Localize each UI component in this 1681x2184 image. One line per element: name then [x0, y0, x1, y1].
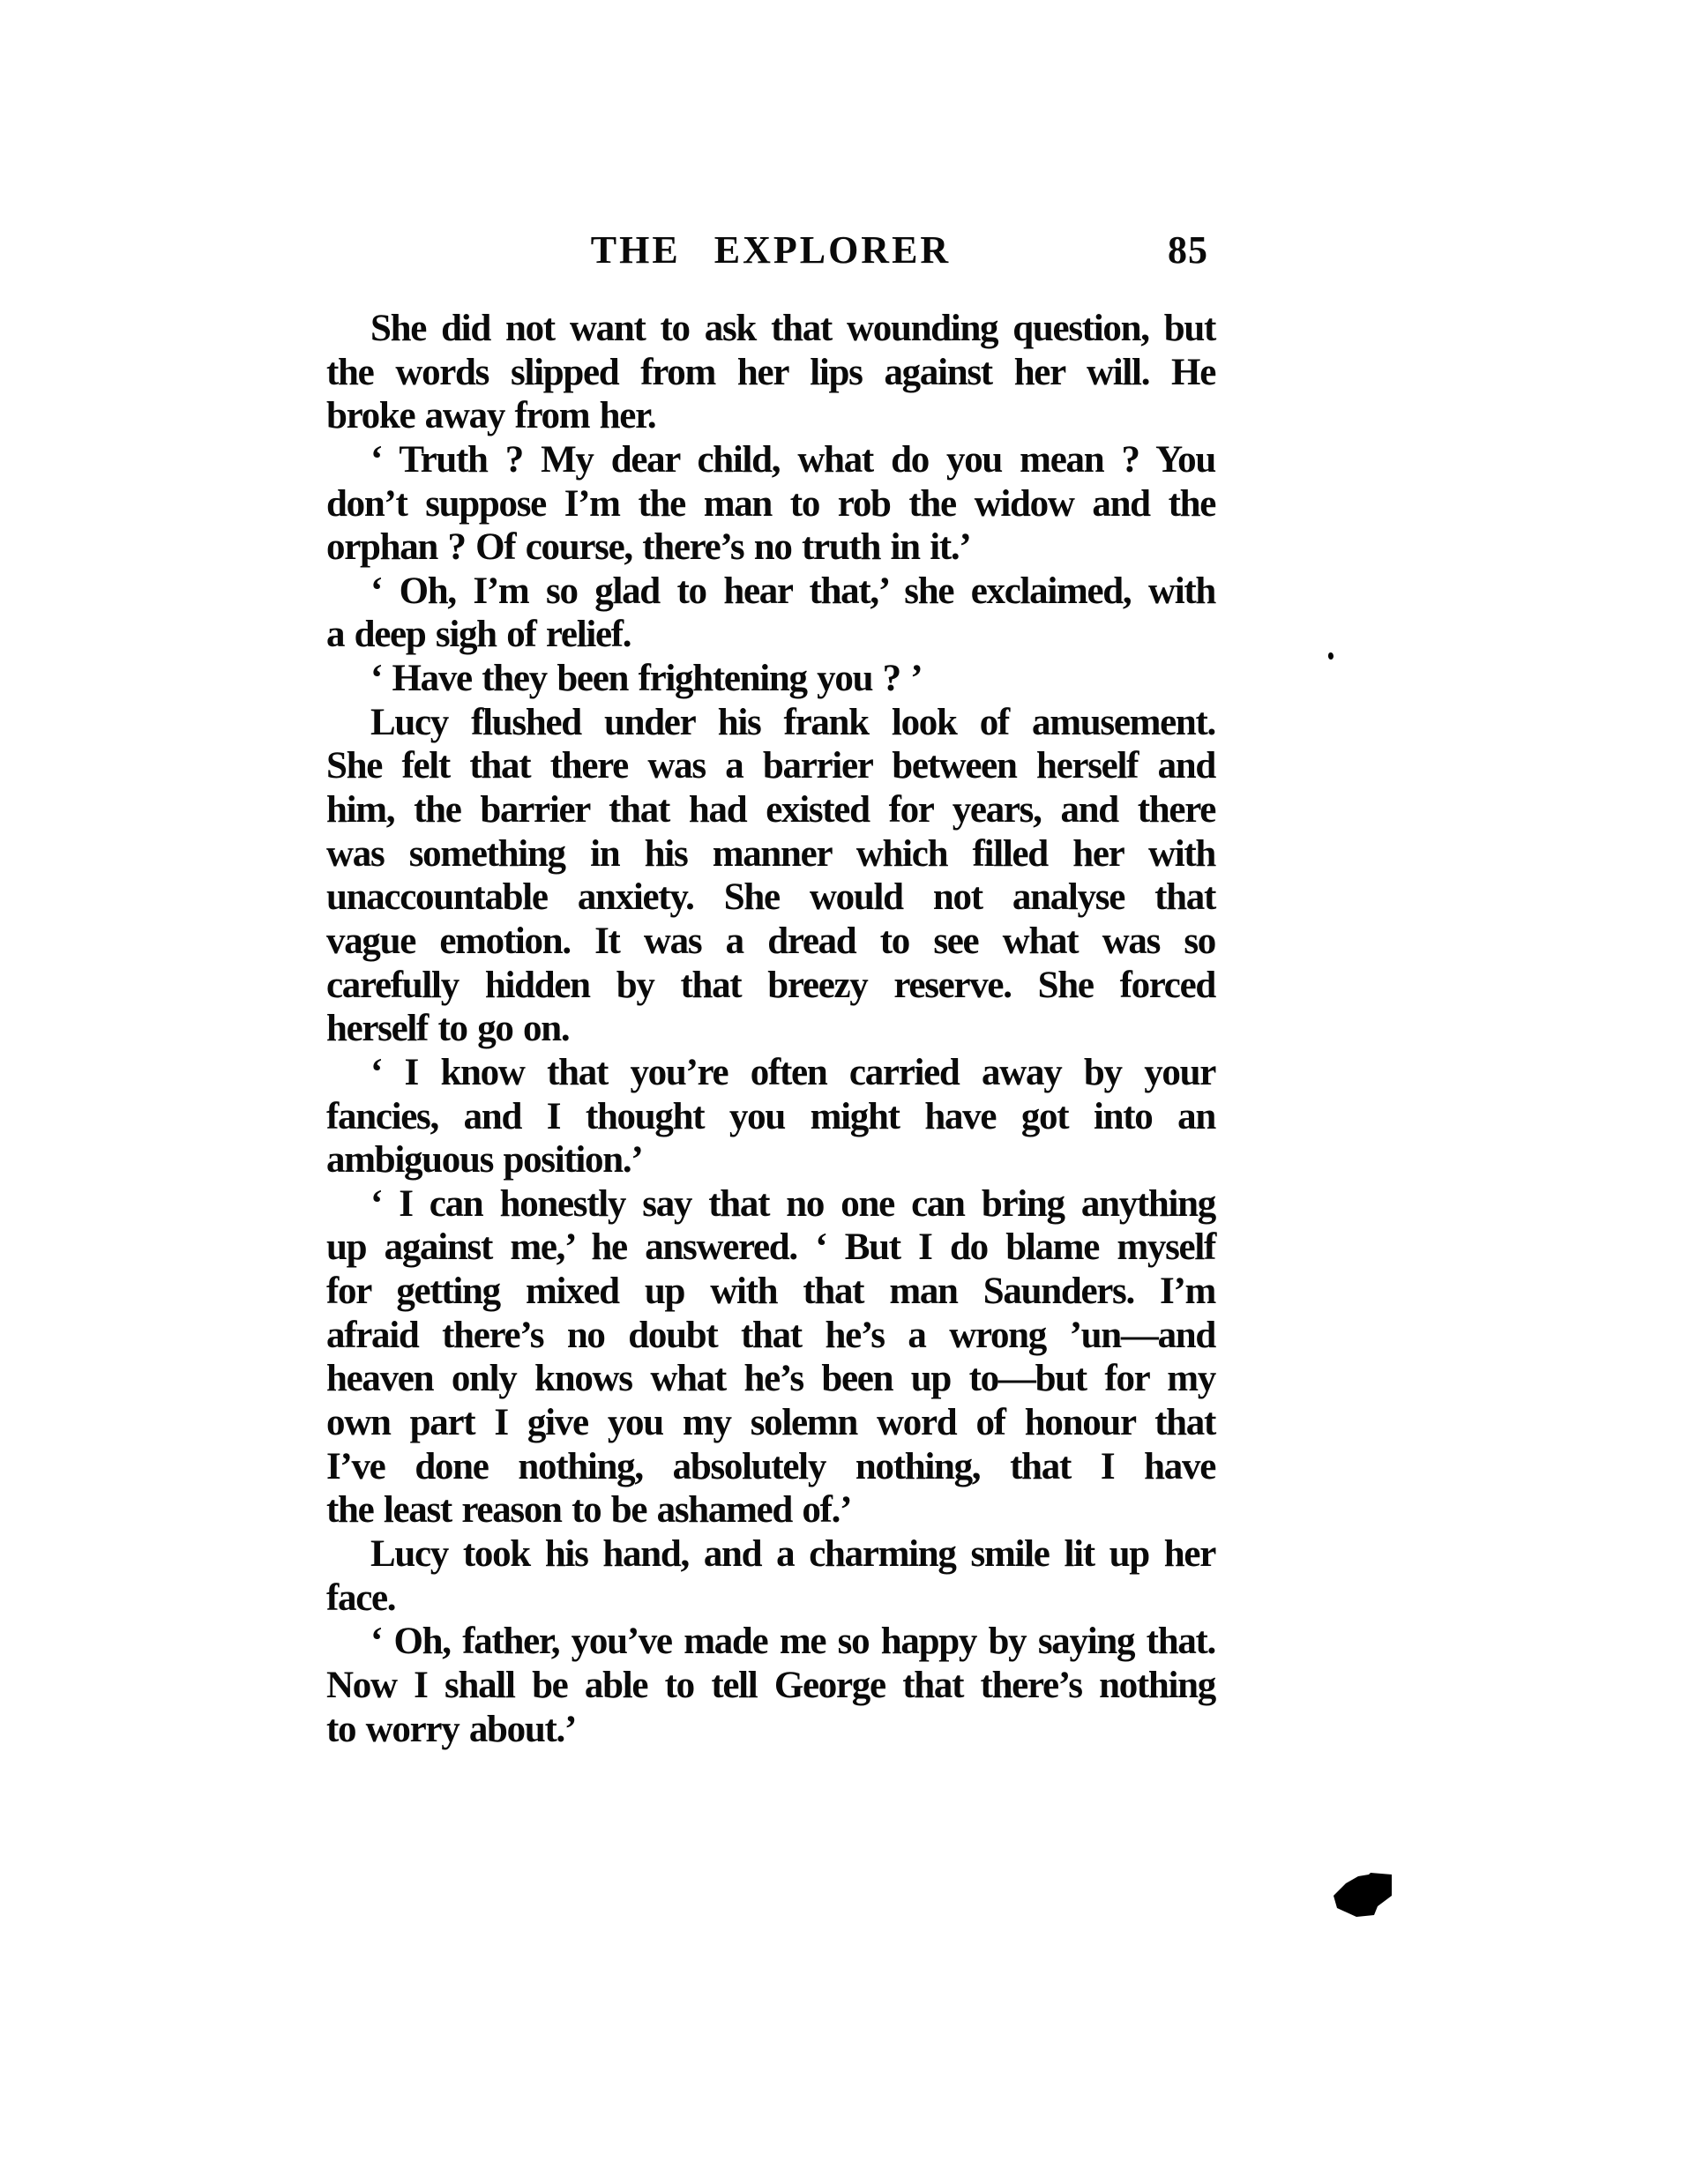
text-line: own part I give you my solemn word of honour that: [326, 1402, 1215, 1444]
text-line: I’ve done nothing, absolutely nothing, that I have: [326, 1445, 1215, 1487]
ink-blot: [1333, 1873, 1394, 1919]
text-line: ambiguous position.’: [326, 1139, 643, 1181]
text-line: carefully hidden by that breezy reserve. She forced: [326, 964, 1215, 1006]
text-line: ‘ Oh, father, you’ve made me so happy by saying that.: [370, 1621, 1215, 1663]
text-line: was something in his manner which filled her with: [326, 832, 1215, 875]
text-line: ‘ Truth ? My dear child, what do you mean ? You: [370, 438, 1215, 481]
text-line: She did not want to ask that wounding question, but: [370, 308, 1215, 349]
text-line: Lucy took his hand, and a charming smile lit up her: [370, 1532, 1215, 1575]
text-line: heaven only knows what he’s been up to—but for my: [326, 1358, 1215, 1400]
text-line: him, the barrier that had existed for years, and there: [326, 789, 1215, 831]
text-line: Now I shall be able to tell George that there’s nothing: [326, 1664, 1215, 1706]
text-line: face.: [326, 1577, 396, 1619]
text-line: to worry about.’: [326, 1708, 576, 1750]
text-line: ‘ I can honestly say that no one can bring anything: [370, 1182, 1215, 1225]
page-header: [326, 227, 1215, 272]
text-line: unaccountable anxiety. She would not analyse that: [326, 876, 1215, 919]
text-column: [326, 307, 1215, 1751]
text-line: the words slipped from her lips against her will. He: [326, 351, 1215, 393]
text-line: up against me,’ he answered. ‘ But I do blame myself: [326, 1226, 1215, 1269]
text-line: herself to go on.: [326, 1008, 570, 1050]
page-number: 85: [1168, 228, 1208, 272]
text-line: a deep sigh of relief.: [326, 614, 631, 656]
text-line: don’t suppose I’m the man to rob the widow and the: [326, 482, 1215, 525]
text-line: orphan ? Of course, there’s no truth in it.’: [326, 526, 971, 569]
text-line: the least reason to be ashamed of.’: [326, 1489, 852, 1532]
text-line: ‘ I know that you’re often carried away by your: [370, 1051, 1215, 1093]
text-line: afraid there’s no doubt that he’s a wrong ’un—and: [326, 1314, 1215, 1356]
running-title: THE EXPLORER: [590, 228, 952, 272]
ink-speck: [1328, 652, 1334, 660]
text-line: Lucy flushed under his frank look of amusement.: [370, 701, 1215, 743]
text-line: broke away from her.: [326, 395, 656, 437]
text-line: vague emotion. It was a dread to see what was so: [326, 920, 1215, 962]
text-line: ‘ Oh, I’m so glad to hear that,’ she exclaimed, with: [370, 570, 1215, 612]
text-line: She felt that there was a barrier between herself and: [326, 745, 1215, 787]
text-line: ‘ Have they been frightening you ? ’: [370, 658, 923, 700]
text-line: fancies, and I thought you might have got into an: [326, 1095, 1215, 1137]
text-line: for getting mixed up with that man Saunders. I’m: [326, 1271, 1215, 1313]
